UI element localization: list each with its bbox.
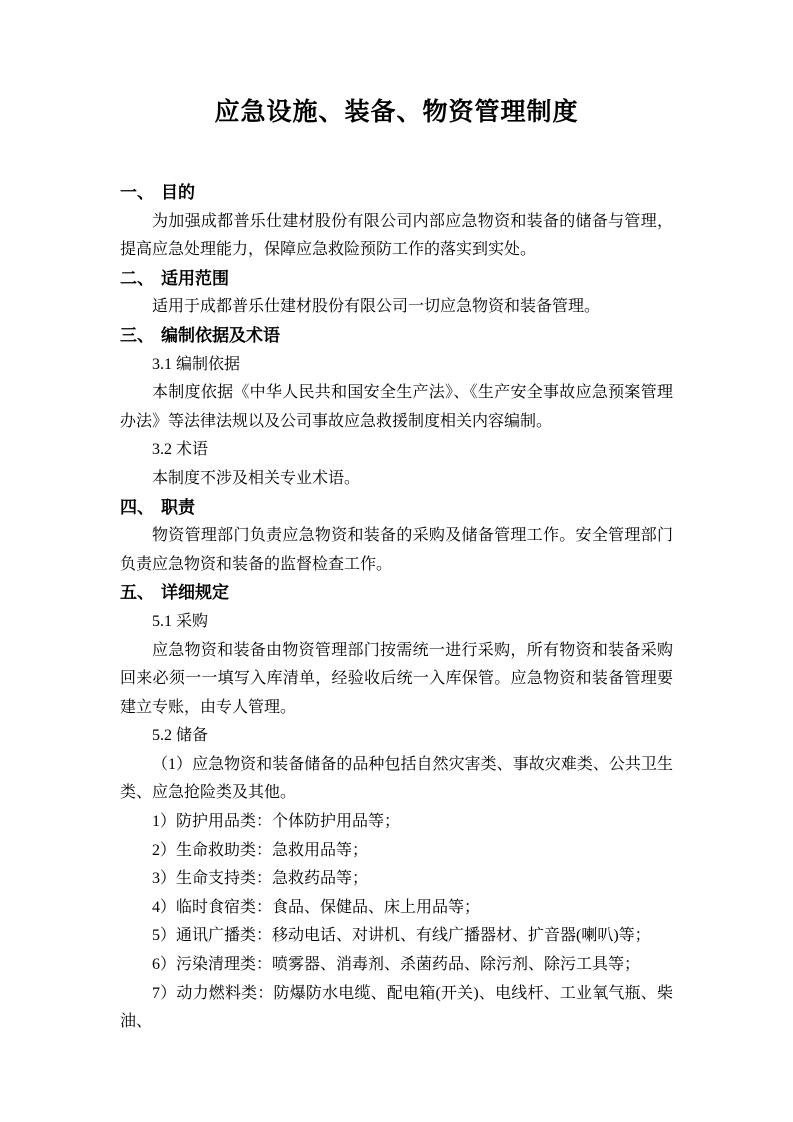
document-title: 应急设施、装备、物资管理制度 — [214, 98, 579, 126]
section-responsibilities-number: 四、 — [120, 497, 154, 517]
list-item-life-support: 3）生命支持类：急救药品等； — [152, 870, 369, 888]
section-basis-terms — [120, 322, 673, 494]
section-detailed-rules-heading — [120, 579, 673, 608]
reserve-intro-paragraph: （1）应急物资和装备储备的品种包括自然灾害类、事故灾难类、公共卫生类、应急抢险类及其他。 — [120, 755, 673, 802]
section-basis-terms-number: 三、 — [120, 325, 154, 345]
list-item-rescue: 2）生命救助类：急救用品等； — [152, 841, 369, 859]
section-responsibilities-heading — [120, 494, 673, 523]
procurement-subheading: 5.1 采购 — [152, 612, 209, 630]
section-detailed-rules-title: 详细规定 — [161, 583, 229, 603]
section-detailed-rules-number: 五、 — [120, 583, 154, 603]
section-scope — [120, 265, 673, 322]
procurement-paragraph: 应急物资和装备由物资管理部门按需统一进行采购，所有物资和装备采购回来必须一一填写入库清单，经验收后统一入库保管。应急物资和装备管理要建立专账，由专人管理。 — [120, 641, 673, 716]
terms-paragraph: 本制度不涉及相关专业术语。 — [152, 469, 361, 487]
list-item-decontamination: 6）污染清理类：喷雾器、消毒剂、杀菌药品、除污剂、除污工具等； — [152, 956, 641, 974]
terms-subheading: 3.2 术语 — [152, 441, 209, 459]
scope-paragraph: 适用于成都普乐仕建材股份有限公司一切应急物资和装备管理。 — [152, 298, 601, 316]
responsibilities-paragraph: 物资管理部门负责应急物资和装备的采购及储备管理工作。安全管理部门负责应急物资和装备的监督检查工作。 — [120, 527, 673, 573]
section-purpose-heading — [120, 179, 673, 208]
section-basis-terms-heading — [120, 322, 673, 351]
basis-paragraph: 本制度依据《中华人民共和国安全生产法》、《生产安全事故应急预案管理办法》等法律法规以及公司事故应急救援制度相关内容编制。 — [120, 384, 673, 430]
reserve-subheading: 5.2 储备 — [152, 727, 209, 745]
section-purpose-title: 目的 — [161, 183, 195, 202]
list-item-food-lodging: 4）临时食宿类：食品、保健品、床上用品等； — [152, 898, 481, 916]
section-scope-heading — [120, 265, 673, 294]
list-item-protective: 1）防护用品类：个体防护用品等； — [152, 813, 401, 831]
section-purpose-number: 一、 — [120, 183, 154, 202]
section-purpose — [120, 179, 673, 265]
purpose-paragraph: 为加强成都普乐仕建材股份有限公司内部应急物资和装备的储备与管理，提高应急处理能力，保障应急救险预防工作的落实到实处。 — [120, 212, 673, 259]
section-responsibilities-title: 职责 — [161, 497, 195, 517]
section-basis-terms-title: 编制依据及术语 — [161, 325, 280, 345]
list-item-communication: 5）通讯广播类：移动电话、对讲机、有线广播器材、扩音器(喇叭)等； — [152, 927, 651, 945]
section-scope-title: 适用范围 — [161, 268, 229, 288]
basis-subheading: 3.1 编制依据 — [152, 355, 241, 373]
list-item-power-fuel: 7）动力燃料类：防爆防水电缆、配电箱(开关)、电线杆、工业氧气瓶、柴 油、 — [120, 984, 673, 1031]
section-responsibilities — [120, 494, 673, 580]
section-detailed-rules — [120, 579, 673, 1037]
section-scope-number: 二、 — [120, 268, 154, 288]
